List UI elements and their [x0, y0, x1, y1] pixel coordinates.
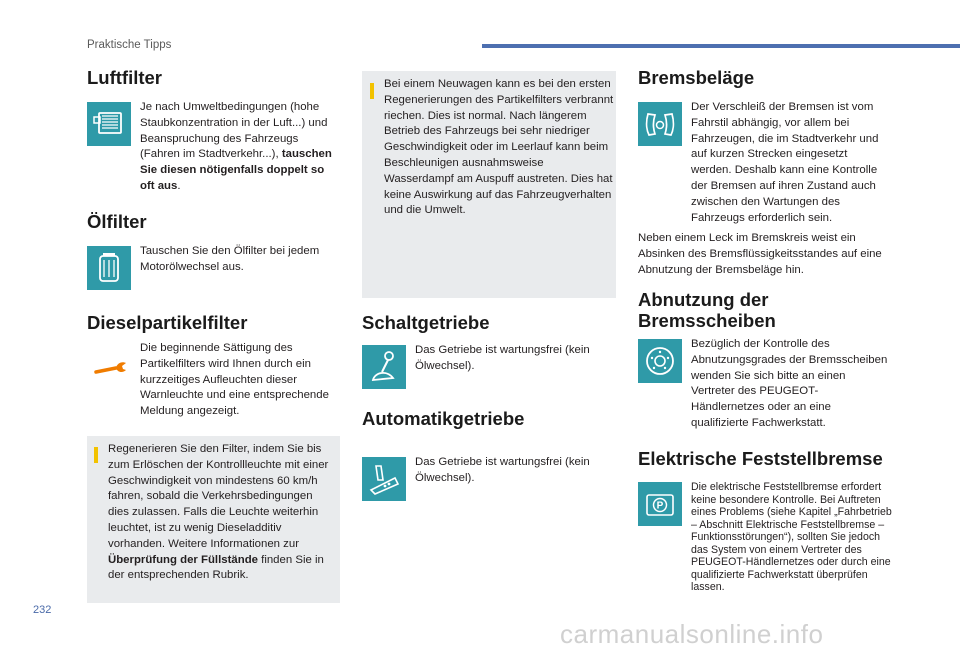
running-header: Praktische Tipps [87, 39, 172, 51]
heading-automatikgetriebe: Automatikgetriebe [362, 408, 525, 429]
brake-pads-icon [638, 102, 682, 146]
parking-brake-icon [638, 482, 682, 526]
feststellbremse-text: Die elektrische Feststellbremse erfordert keine besondere Kontrolle. Bei Auftreten eines Problems (siehe Kapitel „Fahrbetrieb – Abschnitt Elektrische Feststellbremse – Funktionsstörungen“), sollten Sie jedoch das System von einem Vertreter des PEUGEOT-Händlernetzes oder durch eine qualifizierte Fachwerkstatt überprüfen lassen. [691, 481, 892, 593]
dpf-text: Die beginnende Sättigung des Partikelfilters wird Ihnen durch ein kurzzeitiges Aufleuchten dieser Warnleuchte und eine entsprechende Meldung angezeigt. [140, 342, 329, 418]
automatik-text: Das Getriebe ist wartungsfrei (kein Ölwechsel). [415, 456, 590, 484]
info-box-regeneration-text: Regenerieren Sie den Filter, indem Sie bis zum Erlöschen der Kontrollleuchte mit einer Geschwindigkeit von mindestens 60 km/h fahren, sobald die Verkehrsbedingungen dies zulassen. Falls die Leuchte weiterhin leuchtet, ist zu wenig Dieseladditiv vorhanden. Weitere Informationen zur Überprüfung der Füllstände finden Sie in der entsprechenden Rubrik. [108, 443, 329, 582]
heading-feststellbremse: Elektrische Feststellbremse [638, 448, 883, 469]
info-icon [370, 83, 374, 99]
heading-dieselpartikelfilter: Dieselpartikelfilter [87, 312, 248, 333]
heading-oelfilter: Ölfilter [87, 211, 147, 232]
info-box-new-vehicle [362, 71, 616, 298]
oelfilter-text: Tauschen Sie den Ölfilter bei jedem Motorölwechsel aus. [140, 245, 320, 273]
air-filter-icon [87, 102, 131, 146]
schaltgetriebe-text: Das Getriebe ist wartungsfrei (kein Ölwechsel). [415, 344, 590, 372]
brake-disc-icon [638, 339, 682, 383]
parking-brake-letter: P [656, 500, 664, 512]
bremsbelaege-text: Der Verschleiß der Bremsen ist vom Fahrstil abhängig, vor allem bei Fahrzeugen, die im Stadtverkehr und auf kurzen Strecken eingesetzt werden. Deshalb kann eine Kontrolle der Bremsen auf ihren Zustand auch zwischen den Wartungen des Fahrzeugs erforderlich sein. [691, 101, 879, 224]
bremsscheiben-text: Bezüglich der Kontrolle des Abnutzungsgrades der Bremsscheiben wenden Sie sich bitte an einen Vertreter des PEUGEOT-Händlernetzes oder an eine qualifizierte Fachwerkstatt. [691, 338, 888, 429]
wrench-warning-icon [94, 360, 128, 381]
gear-lever-icon [362, 345, 406, 389]
header-rule [482, 44, 960, 48]
oil-filter-icon [87, 246, 131, 290]
watermark: carmanualsonline.info [560, 619, 824, 649]
heading-luftfilter: Luftfilter [87, 67, 163, 88]
bremsbelaege-text-2: Neben einem Leck im Bremskreis weist ein Absinken des Bremsflüssigkeitsstandes auf eine Abnutzung der Bremsbeläge hin. [638, 232, 882, 276]
heading-bremsscheiben: Abnutzung der Bremsscheiben [638, 289, 776, 331]
heading-schaltgetriebe: Schaltgetriebe [362, 312, 490, 333]
luftfilter-text: Je nach Umweltbedingungen (hohe Staubkonzentration in der Luft...) und Beanspruchung des Fahrzeugs (Fahren im Stadtverkehr...), tauschen Sie diesen nötigenfalls doppelt so oft aus. [140, 101, 332, 192]
heading-bremsbelaege: Bremsbeläge [638, 67, 755, 88]
info-box-regeneration [87, 436, 340, 603]
info-icon [94, 447, 98, 463]
automatic-gearbox-icon [362, 457, 406, 501]
info-box-new-vehicle-text: Bei einem Neuwagen kann es bei den ersten Regenerierungen des Partikelfilters verbrannt riechen. Dies ist normal. Nach längerem Betrieb des Fahrzeugs bei sehr niedriger Geschwindigkeit oder im Leerlauf kann beim Beschleunigen ausnahmsweise Wasserdampf am Auspuff austreten. Dies hat keine Auswirkung auf das Fahrzeugverhalten und die Umwelt. [384, 78, 614, 217]
page-number: 232 [33, 604, 52, 616]
